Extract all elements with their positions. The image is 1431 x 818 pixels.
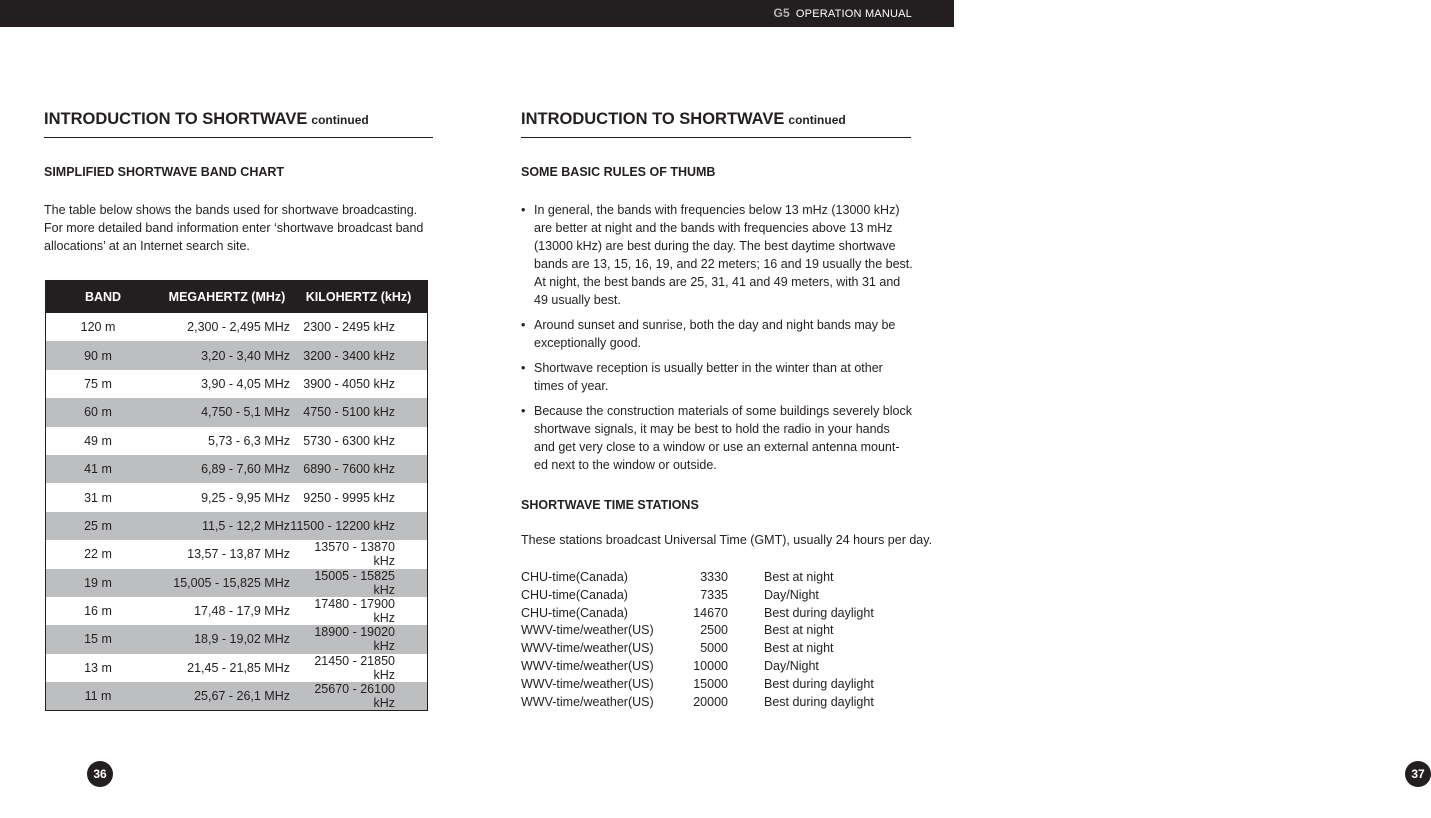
- band-cell: 13 m: [84, 660, 112, 675]
- table-row: [46, 455, 428, 483]
- station-note: Best at night: [764, 570, 834, 584]
- intro-paragraph: The table below shows the bands used for shortwave broadcasting. For more detailed band information enter ‘shortwave broadcast band allocations’ at an Internet search site.: [44, 203, 424, 253]
- khz-cell: 15005 - 15825 kHz: [290, 569, 428, 597]
- mhz-cell: 17,48 - 17,9 MHz: [194, 604, 290, 619]
- khz-cell: 5730 - 6300 kHz: [303, 433, 395, 448]
- header-bar: [0, 0, 954, 27]
- table-row: [46, 654, 428, 682]
- station-note: Day/Night: [764, 587, 819, 602]
- khz-cell: 18900 - 19020 kHz: [290, 625, 428, 653]
- heading-continued: continued: [788, 113, 846, 127]
- table-row: [46, 370, 428, 398]
- mhz-cell: 2,300 - 2,495 MHz: [187, 320, 290, 335]
- station-name: WWV-time/weather(US): [521, 694, 654, 709]
- mhz-cell: 6,89 - 7,60 MHz: [150, 455, 290, 483]
- station-name: CHU-time(Canada): [521, 587, 628, 602]
- mhz-cell: 13,57 - 13,87 MHz: [187, 547, 290, 562]
- table-row: [521, 658, 874, 676]
- list-item: • In general, the bands with frequencies below 13 mHz (13000 kHz) are better at night and the bands with frequencies above 13 mHz (13000 kHz) are best during the day. The best daytime shortwave bands are 13, 15, 16, 19, and 22 meters; 16 and 19 usually the best. At night, the best bands are 25, 31, 41 and 49 meters, with 31 and 49 usually best.: [521, 201, 913, 309]
- mhz-cell: 9,25 - 9,95 MHz: [201, 490, 290, 505]
- time-stations-table: [521, 569, 874, 711]
- khz-cell: 6890 - 7600 kHz: [290, 455, 428, 483]
- table-row: [46, 625, 428, 653]
- stations-intro: These stations broadcast Universal Time (GMT), usually 24 hours per day.: [521, 533, 933, 547]
- station-note: Best during daylight: [764, 676, 874, 691]
- station-frequency: 15000: [693, 676, 728, 691]
- khz-cell: 25670 - 26100 kHz: [290, 682, 428, 711]
- band-cell: 120 m: [80, 320, 116, 335]
- band-cell: 75 m: [84, 376, 112, 391]
- band-cell: 90 m: [46, 341, 151, 369]
- table-row: [46, 569, 428, 597]
- band-cell: 19 m: [46, 569, 151, 597]
- station-frequency: 14670: [693, 605, 728, 620]
- table-row: [46, 341, 428, 369]
- station-note: Best at night: [764, 623, 834, 638]
- band-cell: 11 m: [46, 682, 151, 711]
- khz-cell: 21450 - 21850 kHz: [314, 653, 395, 682]
- station-name: CHU-time(Canada): [521, 570, 628, 584]
- list-item: • Around sunset and sunrise, both the day and night bands may be exceptionally good.: [521, 316, 913, 352]
- model-name: G5: [773, 6, 790, 20]
- station-frequency: 10000: [693, 658, 728, 673]
- table-row: [46, 398, 428, 426]
- station-note: Best during daylight: [764, 605, 874, 620]
- table-row: [521, 622, 874, 640]
- table-row: [521, 640, 874, 658]
- manual-title: [774, 6, 913, 20]
- band-cell: 15 m: [46, 625, 151, 653]
- station-name: WWV-time/weather(US): [521, 676, 654, 691]
- khz-cell: 3900 - 4050 kHz: [303, 376, 395, 391]
- table-row: [46, 483, 428, 511]
- band-cell: 25 m: [46, 512, 151, 540]
- station-name: WWV-time/weather(US): [521, 623, 654, 638]
- section-title: SIMPLIFIED SHORTWAVE BAND CHART: [44, 165, 285, 179]
- band-cell: 60 m: [46, 398, 151, 426]
- page-heading: [521, 110, 911, 138]
- khz-cell: 2300 - 2495 kHz: [303, 320, 395, 335]
- khz-cell: 11500 - 12200 kHz: [290, 512, 428, 540]
- table-row: [46, 682, 428, 711]
- table-row: [46, 313, 428, 341]
- table-row: [46, 597, 428, 625]
- mhz-cell: 3,20 - 3,40 MHz: [150, 341, 290, 369]
- khz-cell: 13570 - 13870 kHz: [314, 540, 395, 569]
- heading-continued: continued: [311, 113, 369, 127]
- table-row: [46, 512, 428, 540]
- khz-cell: 4750 - 5100 kHz: [290, 398, 428, 426]
- station-name: WWV-time/weather(US): [521, 658, 654, 673]
- station-frequency: 3330: [700, 570, 728, 584]
- column-header-band: BAND: [46, 281, 151, 314]
- list-item: • Shortwave reception is usually better in the winter than at other times of year.: [521, 359, 913, 395]
- mhz-cell: 5,73 - 6,3 MHz: [208, 433, 290, 448]
- manual-label: OPERATION MANUAL: [795, 8, 912, 20]
- band-cell: 31 m: [84, 490, 112, 505]
- station-frequency: 5000: [700, 641, 728, 656]
- khz-cell: 9250 - 9995 kHz: [303, 490, 395, 505]
- rules-list: [521, 201, 913, 481]
- page-number-badge: 37: [1405, 761, 1431, 787]
- mhz-cell: 4,750 - 5,1 MHz: [150, 398, 290, 426]
- section-title-stations: SHORTWAVE TIME STATIONS: [521, 498, 699, 512]
- mhz-cell: 11,5 - 12,2 MHz: [150, 512, 290, 540]
- station-note: Best at night: [764, 641, 834, 656]
- section-title: SOME BASIC RULES OF THUMB: [521, 165, 716, 179]
- mhz-cell: 15,005 - 15,825 MHz: [150, 569, 290, 597]
- page-heading: [44, 110, 433, 138]
- station-frequency: 20000: [693, 694, 728, 709]
- khz-cell: 17480 - 17900 kHz: [314, 597, 395, 626]
- page-number-badge: 36: [87, 761, 113, 787]
- heading-text: INTRODUCTION TO SHORTWAVE: [521, 110, 785, 128]
- column-header-mhz: MEGAHERTZ (MHz): [150, 281, 290, 314]
- mhz-cell: 25,67 - 26,1 MHz: [150, 682, 290, 711]
- khz-cell: 3200 - 3400 kHz: [290, 341, 428, 369]
- mhz-cell: 3,90 - 4,05 MHz: [201, 376, 290, 391]
- band-cell: 22 m: [84, 547, 112, 562]
- station-note: Best during daylight: [764, 694, 874, 709]
- station-note: Day/Night: [764, 658, 819, 673]
- band-cell: 49 m: [84, 433, 112, 448]
- table-row: [521, 694, 874, 712]
- mhz-cell: 21,45 - 21,85 MHz: [187, 660, 290, 675]
- table-row: [521, 676, 874, 694]
- table-header-row: [46, 281, 428, 314]
- table-row: [46, 427, 428, 455]
- list-item: • Because the construction materials of some buildings severely block shortwave signals, it may be best to hold the radio in your hands and get very close to a window or use an external antenna mount-ed next to the window or outside.: [521, 402, 913, 474]
- table-row: [521, 587, 874, 605]
- table-row: [521, 605, 874, 623]
- band-chart-table: [45, 280, 428, 711]
- station-name: WWV-time/weather(US): [521, 641, 654, 656]
- column-header-khz: KILOHERTZ (kHz): [290, 281, 428, 314]
- station-frequency: 2500: [700, 623, 728, 638]
- band-cell: 16 m: [84, 604, 112, 619]
- heading-text: INTRODUCTION TO SHORTWAVE: [44, 110, 308, 128]
- table-row: [46, 540, 428, 568]
- mhz-cell: 18,9 - 19,02 MHz: [150, 625, 290, 653]
- station-frequency: 7335: [700, 587, 728, 602]
- band-cell: 41 m: [46, 455, 151, 483]
- station-name: CHU-time(Canada): [521, 605, 628, 620]
- table-row: [521, 569, 874, 587]
